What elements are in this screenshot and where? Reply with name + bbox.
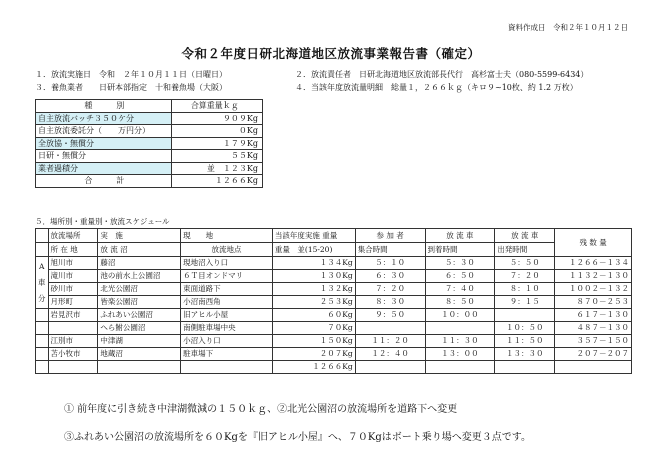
schedule-header-blank	[36, 229, 49, 243]
document-title: 令和２年度日研北海道地区放流事業報告書（確定）	[181, 46, 481, 61]
schedule-arrive-time: １１：３０	[425, 335, 495, 348]
note-line-2: ③ふれあい公園沼の放流場所を６０Kgを『旧アヒル小屋』へ、７０Kgはボート乗り場へ変更３点です。	[64, 432, 531, 443]
document-date: 資料作成日 令和２年１０月１２日	[508, 23, 628, 32]
schedule-header-truck-departure-sub: 出発時間	[495, 243, 555, 257]
schedule-weight: １３２Kg	[272, 283, 355, 296]
schedule-weight: ２０７Kg	[272, 348, 355, 361]
schedule-header-location-sub: 所 在 地	[48, 243, 98, 257]
schedule-city: 江別市	[48, 335, 98, 348]
schedule-depart-time: ７：２０	[495, 270, 555, 283]
schedule-meet-time: ７：２０	[355, 283, 425, 296]
schedule-arrive-time: ８：５０	[425, 296, 495, 309]
schedule-header-weight: 当該年度実施 重量	[272, 229, 355, 243]
schedule-row	[36, 296, 632, 309]
schedule-side-blank	[36, 335, 49, 348]
schedule-header-row	[36, 243, 632, 257]
schedule-row	[36, 309, 632, 322]
schedule-lake: 地蔵沼	[98, 348, 181, 361]
summary-row	[36, 125, 263, 138]
schedule-spot: 駐車場下	[181, 348, 273, 361]
info-total-amount: ４．当該年度放流量明細 総量１，２６６ｋｇ（キロ９~10枚、約 1.2 万枚）	[295, 83, 578, 92]
summary-total-label: 合 計	[36, 175, 172, 188]
schedule-total-blank	[181, 361, 273, 374]
summary-label: 日研・無償分	[36, 150, 172, 163]
summary-total-row	[36, 175, 263, 188]
note-line-1: ① 前年度に引き続き中津湖微減の１５０ｋｇ、②北光公園沼の放流場所を道路下へ変更	[64, 404, 458, 415]
schedule-depart-time: １３：３０	[495, 348, 555, 361]
schedule-spot: 旧アヒル小屋	[181, 309, 273, 322]
schedule-header-weight-sub: 重量 並(15-20)	[272, 243, 355, 257]
schedule-header-participants: 参 加 者	[355, 229, 425, 243]
schedule-weight: １３４Kg	[272, 257, 355, 270]
schedule-total-blank	[355, 361, 425, 374]
schedule-lake: ふれあい公園沼	[98, 309, 181, 322]
schedule-remaining: １１３２－１３０	[555, 270, 632, 283]
schedule-city: 月形町	[48, 296, 98, 309]
side-label-a: A	[39, 261, 45, 271]
schedule-header-lake-sub: 放 流 沼	[98, 243, 181, 257]
schedule-side-blank	[36, 322, 49, 335]
side-label-car: 車	[38, 277, 46, 287]
schedule-table	[35, 228, 632, 374]
summary-label: 自主放流委託分（ 万円分）	[36, 125, 172, 138]
schedule-city: 滝川市	[48, 270, 98, 283]
schedule-lake: 藤沼	[98, 257, 181, 270]
schedule-arrive-time: ６：５０	[425, 270, 495, 283]
schedule-spot: 小沼入り口	[181, 335, 273, 348]
schedule-lake: へら鮒公園沼	[98, 322, 181, 335]
schedule-spot: 南側駐車場中央	[181, 322, 273, 335]
schedule-header-spot: 現 地	[181, 229, 273, 243]
schedule-arrive-time: １０：００	[425, 309, 495, 322]
schedule-total-weight: １２６６Kg	[272, 361, 355, 374]
schedule-remaining: ２０７－２０７	[555, 348, 632, 361]
schedule-arrive-time: ７：４０	[425, 283, 495, 296]
schedule-header-spot-sub: 放流地点	[181, 243, 273, 257]
summary-header-row	[36, 100, 263, 113]
schedule-section-title: ５．場所別・重量別・放流スケジュール	[35, 217, 170, 226]
schedule-city	[48, 322, 98, 335]
summary-row	[36, 162, 263, 175]
schedule-header-truck-departure: 放 流 車	[495, 229, 555, 243]
schedule-meet-time: １２：４０	[355, 348, 425, 361]
schedule-remaining: １２６６－１３４	[555, 257, 632, 270]
schedule-depart-time: １０：５０	[495, 322, 555, 335]
summary-row	[36, 137, 263, 150]
schedule-header-remaining: 残 数 量	[555, 229, 632, 257]
schedule-meet-time	[355, 322, 425, 335]
schedule-total-blank	[555, 361, 632, 374]
schedule-header-row	[36, 229, 632, 243]
schedule-remaining: ８７０－２５３	[555, 296, 632, 309]
summary-value: 並 １２３Kg	[171, 162, 262, 175]
info-responsible-person: ２．放流責任者 日研北海道地区放流部長代行 高杉富士夫（080-5599-6434）	[295, 70, 589, 79]
schedule-meet-time: ５：１０	[355, 257, 425, 270]
schedule-total-blank	[495, 361, 555, 374]
schedule-header-blank	[36, 243, 49, 257]
schedule-weight: １３０Kg	[272, 270, 355, 283]
schedule-lake: 北光公園沼	[98, 283, 181, 296]
schedule-meet-time: ８：３０	[355, 296, 425, 309]
summary-value: １７９Kg	[171, 137, 262, 150]
schedule-weight: ７０Kg	[272, 322, 355, 335]
schedule-weight: ２５３Kg	[272, 296, 355, 309]
schedule-total-blank	[98, 361, 181, 374]
schedule-depart-time: ９：１５	[495, 296, 555, 309]
schedule-city: 岩見沢市	[48, 309, 98, 322]
summary-label: 業者過積分	[36, 162, 172, 175]
summary-label: 自主放流バッチ３５０ケ分	[36, 112, 172, 125]
schedule-row	[36, 322, 632, 335]
schedule-spot: 現地沼入り口	[181, 257, 273, 270]
schedule-city: 旭川市	[48, 257, 98, 270]
schedule-spot: ６Ｔ目オンドマリ	[181, 270, 273, 283]
schedule-depart-time: ５：５０	[495, 257, 555, 270]
schedule-side-label	[36, 257, 49, 309]
summary-value: ５５Kg	[171, 150, 262, 163]
schedule-side-blank	[36, 309, 49, 322]
schedule-arrive-time	[425, 322, 495, 335]
schedule-header-truck-arrival: 放 流 車	[425, 229, 495, 243]
schedule-city: 砂川市	[48, 283, 98, 296]
schedule-row	[36, 270, 632, 283]
schedule-depart-time: ８：１０	[495, 283, 555, 296]
schedule-meet-time: ９：５０	[355, 309, 425, 322]
schedule-row	[36, 348, 632, 361]
summary-row	[36, 150, 263, 163]
schedule-remaining: ６１７－１３０	[555, 309, 632, 322]
schedule-total-blank	[36, 361, 49, 374]
summary-table	[35, 99, 263, 188]
schedule-arrive-time: １３：００	[425, 348, 495, 361]
summary-row	[36, 112, 263, 125]
info-release-date: １．放流実施日 令和 ２年１０月１１日（日曜日）	[35, 70, 227, 79]
schedule-depart-time	[495, 309, 555, 322]
schedule-meet-time: ６：３０	[355, 270, 425, 283]
schedule-side-blank	[36, 348, 49, 361]
schedule-total-row	[36, 361, 632, 374]
schedule-remaining: １００２－１３２	[555, 283, 632, 296]
schedule-weight: １５０Kg	[272, 335, 355, 348]
schedule-header-truck-arrival-sub: 到着時間	[425, 243, 495, 257]
schedule-remaining: ４８７－１３０	[555, 322, 632, 335]
summary-label: 全放協・無償分	[36, 137, 172, 150]
schedule-lake: 皆楽公園沼	[98, 296, 181, 309]
schedule-total-blank	[425, 361, 495, 374]
schedule-row	[36, 283, 632, 296]
summary-total-value: １２６６Kg	[171, 175, 262, 188]
info-fish-supplier: ３．養魚業者 日研本部指定 十和養魚場（大阪）	[35, 83, 227, 92]
schedule-meet-time: １１：２０	[355, 335, 425, 348]
schedule-lake: 池の前水上公園沼	[98, 270, 181, 283]
schedule-remaining: ３５７－１５０	[555, 335, 632, 348]
schedule-total-blank	[48, 361, 98, 374]
schedule-depart-time: １１：５０	[495, 335, 555, 348]
schedule-row	[36, 257, 632, 270]
summary-value: ０Kg	[171, 125, 262, 138]
schedule-city: 苫小牧市	[48, 348, 98, 361]
side-label-portion: 分	[38, 293, 46, 303]
schedule-spot: 小沼南西角	[181, 296, 273, 309]
schedule-spot: 東面道路下	[181, 283, 273, 296]
schedule-header-location: 放流場所	[48, 229, 98, 243]
schedule-arrive-time: ５：３０	[425, 257, 495, 270]
summary-header-weight: 合算重量ｋｇ	[171, 100, 262, 113]
schedule-header-participants-sub: 集合時間	[355, 243, 425, 257]
schedule-header-lake: 実 施	[98, 229, 181, 243]
schedule-row	[36, 335, 632, 348]
summary-value: ９０９Kg	[171, 112, 262, 125]
schedule-lake: 中津湖	[98, 335, 181, 348]
schedule-weight: ６０Kg	[272, 309, 355, 322]
summary-header-category: 種 別	[36, 100, 172, 113]
